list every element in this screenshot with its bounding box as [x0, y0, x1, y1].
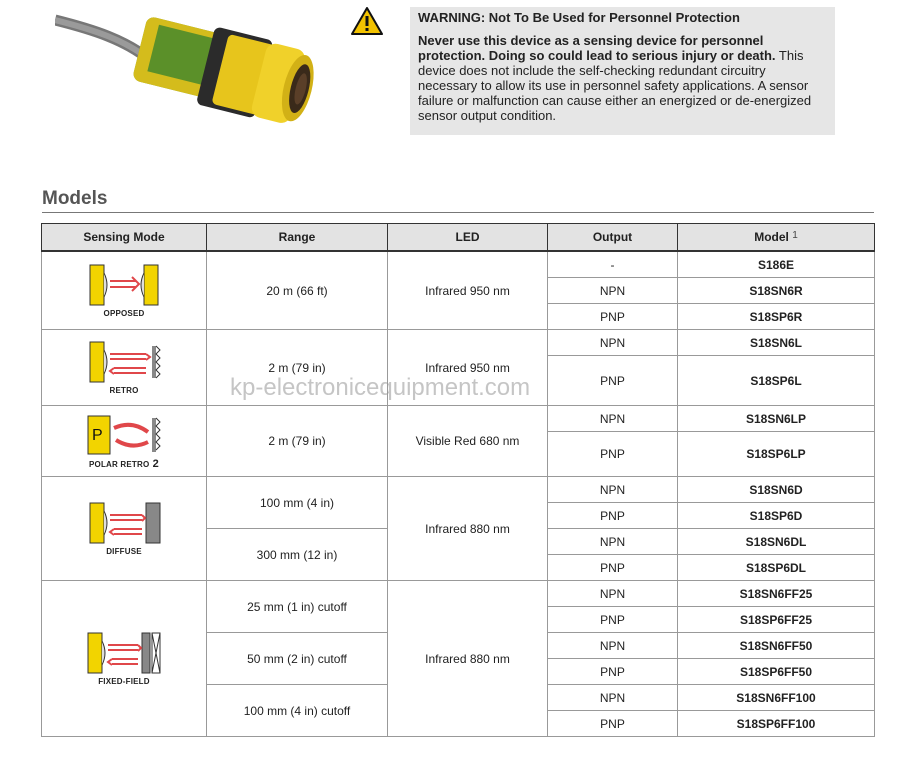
table-row [42, 330, 875, 356]
sensor-product-image [55, 0, 335, 150]
header-sensing-mode: Sensing Mode [42, 224, 207, 252]
output-cell: NPN [548, 581, 678, 607]
range-cell: 100 mm (4 in) [207, 477, 388, 529]
polar-retro-mode-icon [42, 412, 206, 458]
range-cell: 100 mm (4 in) cutoff [207, 685, 388, 737]
output-cell: PNP [548, 607, 678, 633]
warning-bold-text: Never use this device as a sensing device for personnel protection. Doing so could lead to serious injury or death. [418, 33, 776, 63]
sensing-mode-label [42, 309, 206, 318]
sensing-mode-label [42, 547, 206, 556]
output-cell: PNP [548, 304, 678, 330]
output-cell: NPN [548, 477, 678, 503]
range-cell: 2 m (79 in) [207, 330, 388, 406]
table-row [42, 406, 875, 432]
header-model [678, 224, 875, 252]
led-cell: Infrared 880 nm [388, 581, 548, 737]
opposed-mode-icon [42, 263, 206, 309]
header-range: Range [207, 224, 388, 252]
models-table-body [42, 251, 875, 737]
header-model-label: Model [754, 230, 789, 244]
model-cell: S18SN6L [678, 330, 875, 356]
models-table [41, 223, 875, 737]
sensing-mode-label [42, 386, 206, 395]
output-cell: - [548, 251, 678, 278]
output-cell: PNP [548, 659, 678, 685]
output-cell: PNP [548, 555, 678, 581]
range-cell: 50 mm (2 in) cutoff [207, 633, 388, 685]
sensing-mode-text: RETRO [109, 386, 139, 395]
range-cell: 2 m (79 in) [207, 406, 388, 477]
output-cell: NPN [548, 529, 678, 555]
warning-box [410, 7, 835, 135]
model-cell: S18SN6DL [678, 529, 875, 555]
range-cell: 25 mm (1 in) cutoff [207, 581, 388, 633]
led-cell: Infrared 880 nm [388, 477, 548, 581]
sensing-mode-text: OPPOSED [103, 309, 145, 318]
header-led: LED [388, 224, 548, 252]
sensing-mode-label [42, 458, 206, 470]
output-cell: PNP [548, 356, 678, 406]
sensing-mode-cell [42, 581, 207, 737]
model-cell: S18SP6R [678, 304, 875, 330]
sensing-mode-footnote: 2 [149, 458, 159, 470]
sensing-mode-text: DIFFUSE [106, 547, 142, 556]
warning-triangle-icon [350, 6, 384, 36]
warning-title: WARNING: Not To Be Used for Personnel Protection [418, 10, 740, 25]
output-cell: NPN [548, 406, 678, 432]
sensing-mode-label [42, 677, 206, 686]
header-output: Output [548, 224, 678, 252]
range-cell: 300 mm (12 in) [207, 529, 388, 581]
output-cell: NPN [548, 330, 678, 356]
model-cell: S18SN6FF100 [678, 685, 875, 711]
table-header-row [42, 224, 875, 252]
svg-text:P: P [92, 427, 103, 444]
model-cell: S18SP6D [678, 503, 875, 529]
model-cell: S186E [678, 251, 875, 278]
sensing-mode-cell [42, 477, 207, 581]
model-cell: S18SN6D [678, 477, 875, 503]
led-cell: Visible Red 680 nm [388, 406, 548, 477]
section-title-models: Models [42, 188, 108, 209]
output-cell: NPN [548, 633, 678, 659]
output-cell: NPN [548, 278, 678, 304]
output-cell: PNP [548, 711, 678, 737]
model-cell: S18SP6FF25 [678, 607, 875, 633]
output-cell: NPN [548, 685, 678, 711]
warning-body [418, 33, 827, 123]
sensing-mode-text: FIXED-FIELD [98, 677, 150, 686]
model-cell: S18SN6FF25 [678, 581, 875, 607]
model-cell: S18SN6LP [678, 406, 875, 432]
model-cell: S18SP6FF50 [678, 659, 875, 685]
table-row [42, 251, 875, 278]
model-cell: S18SP6L [678, 356, 875, 406]
table-row [42, 581, 875, 607]
sensing-mode-cell [42, 406, 207, 477]
sensing-mode-text: POLAR RETRO [88, 460, 150, 469]
model-cell: S18SP6FF100 [678, 711, 875, 737]
fixed-field-mode-icon [42, 631, 206, 677]
table-row [42, 477, 875, 503]
led-cell: Infrared 950 nm [388, 251, 548, 330]
led-cell: Infrared 950 nm [388, 330, 548, 406]
sensing-mode-cell [42, 330, 207, 406]
retro-mode-icon [42, 340, 206, 386]
output-cell: PNP [548, 432, 678, 477]
model-cell: S18SP6DL [678, 555, 875, 581]
warning-body-text: This device does not include the self-checking redundant circuitry necessary to allow its use in personnel safety applications. A sensor failure or malfunction can cause either an energized or de-energized sensor output condition. [418, 48, 812, 123]
diffuse-mode-icon [42, 501, 206, 547]
section-divider [42, 212, 874, 213]
header-model-footnote: 1 [792, 230, 798, 241]
model-cell: S18SN6FF50 [678, 633, 875, 659]
sensing-mode-cell [42, 251, 207, 330]
model-cell: S18SN6R [678, 278, 875, 304]
watermark: kp-electronicequipment.com [230, 374, 531, 401]
model-cell: S18SP6LP [678, 432, 875, 477]
output-cell: PNP [548, 503, 678, 529]
range-cell: 20 m (66 ft) [207, 251, 388, 330]
